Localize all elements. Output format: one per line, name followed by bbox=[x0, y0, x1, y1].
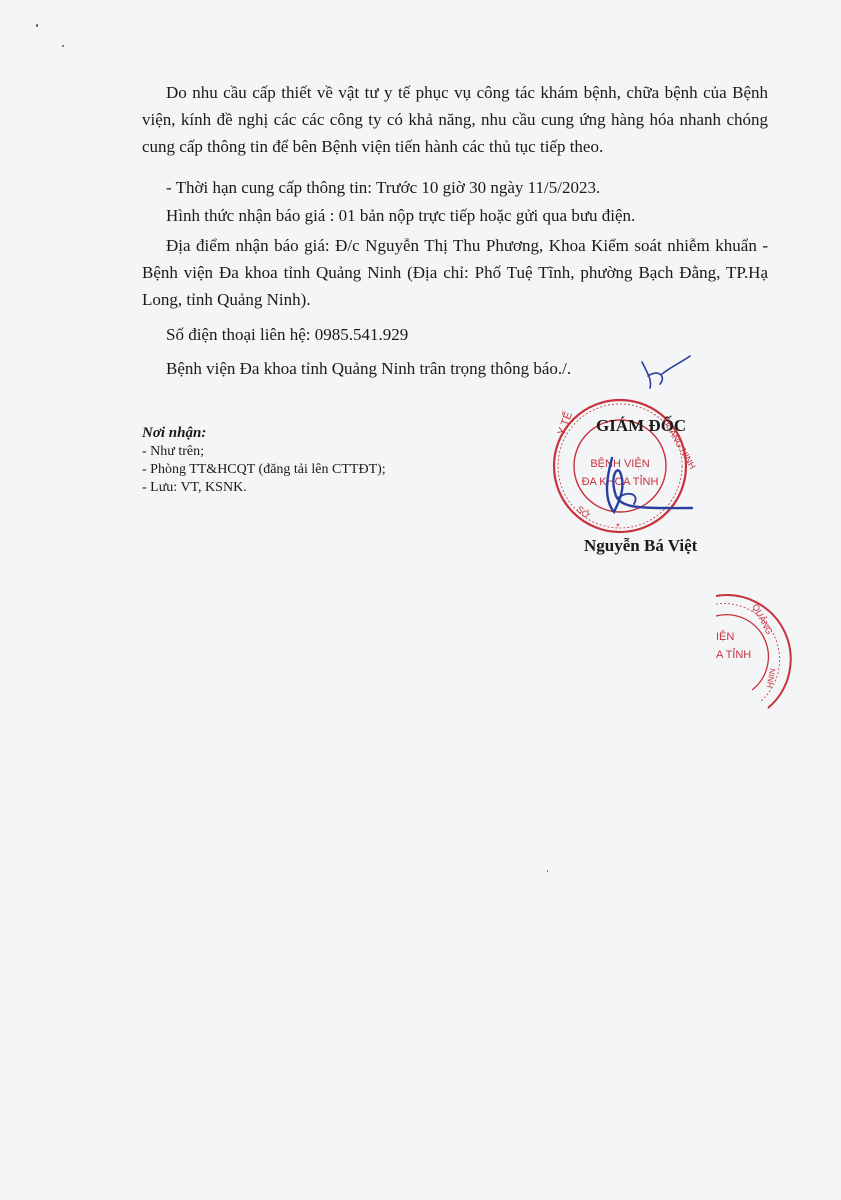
scan-speck bbox=[547, 870, 548, 872]
signer-title: GIÁM ĐỐC bbox=[596, 416, 687, 435]
recipients-heading: Nơi nhận: bbox=[142, 425, 207, 441]
stamp-ring-left-text: Y TẾ bbox=[555, 410, 576, 438]
recipient-item: - Phòng TT&HCQT (đăng tải lên CTTĐT); bbox=[142, 462, 386, 477]
stamp-ring-right-text: QUẢNG NINH bbox=[660, 416, 698, 471]
stamp-center-line-1: BỆNH VIỆN bbox=[590, 458, 650, 470]
initial-mark bbox=[642, 356, 690, 388]
partial-stamp-line-1: IỆN bbox=[716, 631, 735, 643]
location-paragraph: Địa điểm nhận báo giá: Đ/c Nguyễn Thị Thu Phương, Khoa Kiểm soát nhiễm khuẩn - Bệnh viện Đa khoa tỉnh Quảng Ninh (Địa chỉ: Phố Tuệ Tĩnh, phường Bạch Đằng, TP.Hạ Long, tỉnh Quảng Ninh). bbox=[142, 236, 768, 309]
stamp-center-line-2: ĐA KHOA TỈNH bbox=[581, 476, 659, 488]
scan-speck bbox=[36, 24, 38, 27]
deadline-line: - Thời hạn cung cấp thông tin: Trước 10 giờ 30 ngày 11/5/2023. bbox=[166, 178, 601, 197]
stamp-star-icon: * bbox=[616, 522, 620, 533]
stamp-ring-bottom-text: SỞ bbox=[574, 503, 592, 521]
signer-name: Nguyễn Bá Việt bbox=[584, 536, 698, 555]
partial-stamp-ring-bottom-text: NINH bbox=[764, 667, 777, 689]
scan-speck bbox=[62, 45, 64, 47]
recipient-item: - Như trên; bbox=[142, 444, 205, 459]
partial-stamp-line-2: A TỈNH bbox=[716, 649, 752, 661]
request-paragraph: Do nhu cầu cấp thiết về vật tư y tế phục vụ công tác khám bệnh, chữa bệnh của Bệnh viện, kính đề nghị các các công ty có khả năng, nhu cầu cung ứng hàng hóa nhanh chóng cung cấp thông tin để bên Bệnh viện tiến hành các thủ tục tiếp theo. bbox=[142, 83, 768, 156]
partial-stamp-ring-text: QUẢNG bbox=[750, 602, 775, 637]
submission-method-line: Hình thức nhận báo giá : 01 bản nộp trực tiếp hoặc gửi qua bưu điện. bbox=[166, 206, 636, 225]
closing-line: Bệnh viện Đa khoa tỉnh Quảng Ninh trân trọng thông báo./. bbox=[166, 359, 572, 378]
phone-line: Số điện thoại liên hệ: 0985.541.929 bbox=[166, 325, 409, 344]
recipient-item: - Lưu: VT, KSNK. bbox=[142, 480, 247, 495]
